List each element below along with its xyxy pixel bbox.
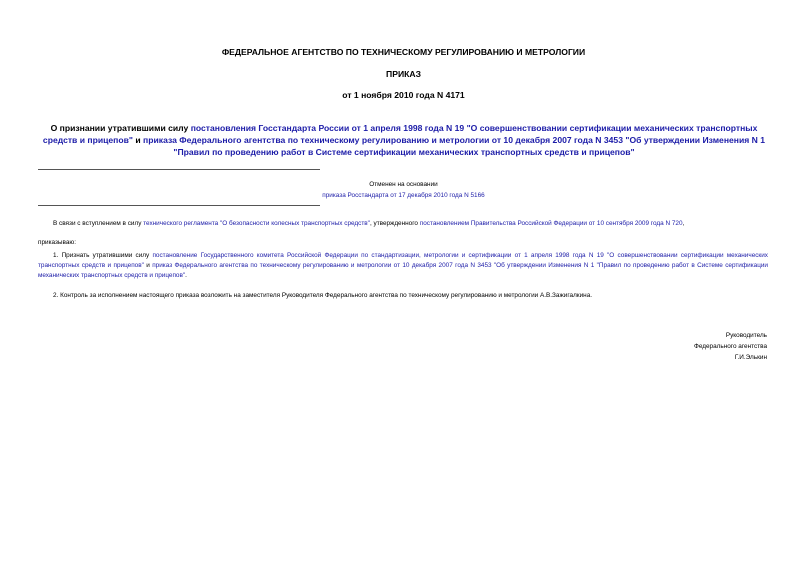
document-title <box>34 122 774 158</box>
prikazyvayu-text: приказываю: <box>38 239 76 246</box>
item-1-mid: и <box>143 262 153 269</box>
item-2-paragraph: 2. Контроль за исполнением настоящего приказа возложить на заместителя Руководителя Федерального агентства по техническому регулированию и метрологии А.В.Зажигалкина. <box>53 292 593 299</box>
date-number-heading: от 1 ноября 2010 года N 4171 <box>342 90 465 100</box>
signature-position: Руководитель <box>725 332 767 339</box>
item-1-link-postanovlenie[interactable]: постановление Государственного комитета Российской Федерации по стандартизации, метрологии и сертификации от 1 апреля 1998 года N 19 "О совершенствовании сертификации механических транспортных средств и прицепов" <box>38 252 768 269</box>
signature-name: Г.И.Элькин <box>734 354 767 361</box>
title-middle: и <box>132 135 144 145</box>
divider-bottom <box>38 205 320 206</box>
intro-paragraph <box>38 219 768 229</box>
item-1-paragraph <box>38 251 768 281</box>
intro-end: , <box>682 220 685 227</box>
item-1-end: . <box>185 272 187 279</box>
intro-link-regulation[interactable]: технического регламента "О безопасности колесных транспортных средств" <box>143 220 370 227</box>
intro-prefix: В связи с вступлением в силу <box>53 220 144 227</box>
intro-mid: , утвержденного <box>369 220 420 227</box>
title-link-prikaz[interactable]: приказа Федерального агентства по техническому регулированию и метрологии от 10 декабря 2007 года N 3453 "Об утверждении Изменения N 1 "Правил по проведению работ в Системе сертификации механических транспортных средств и прицепов" <box>143 135 766 157</box>
divider-top <box>38 169 320 170</box>
doc-type-heading: ПРИКАЗ <box>386 69 421 79</box>
item-1-prefix: 1. Признать утратившими силу <box>53 252 153 259</box>
item-1-link-prikaz[interactable]: приказ Федерального агентства по техническому регулированию и метрологии от 10 декабря 2007 года N 3453 "Об утверждении Изменения N 1 "Правил по проведению работ в Системе сертификации механических транспортных средств и прицепов" <box>38 262 768 279</box>
title-link-gosstandart[interactable]: постановления Госстандарта России от 1 апреля 1998 года N 19 "О совершенствовании сертификации механических транспортных средств и прицепов" <box>42 123 758 145</box>
revocation-note: Отменен на основании <box>369 181 438 188</box>
intro-link-government[interactable]: постановлением Правительства Российской Федерации от 10 сентября 2009 года N 720 <box>419 220 683 227</box>
agency-heading: ФЕДЕРАЛЬНОЕ АГЕНТСТВО ПО ТЕХНИЧЕСКОМУ РЕГУЛИРОВАНИЮ И МЕТРОЛОГИИ <box>221 47 586 57</box>
title-prefix: О признании утратившими силу <box>50 123 191 133</box>
signature-organization: Федерального агентства <box>693 343 767 350</box>
revocation-link[interactable]: приказа Росстандарта от 17 декабря 2010 года N 5166 <box>322 192 485 199</box>
